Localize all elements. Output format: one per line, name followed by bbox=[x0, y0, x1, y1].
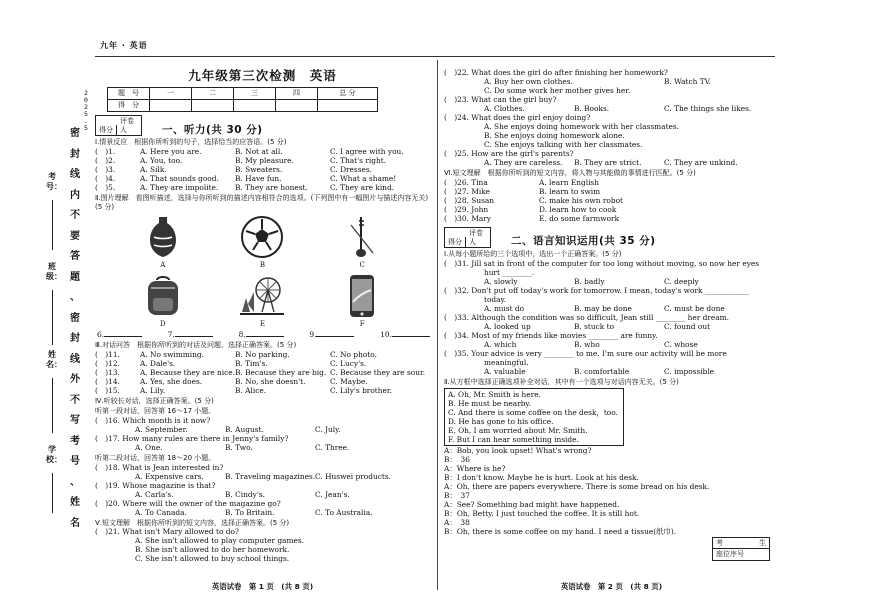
grader-box bbox=[444, 227, 491, 248]
part-1-instructions: Ⅰ.情景反应 根据你所听到的句子，选择恰当的应答语。(5 分) bbox=[95, 138, 287, 147]
option[interactable]: B. stuck to bbox=[574, 321, 615, 331]
options-22b bbox=[444, 86, 779, 95]
option[interactable]: A. Because they are nice. bbox=[140, 367, 235, 377]
dialog-line: A：Oh, there are papers everywhere. There is some bread on his desk. bbox=[444, 481, 710, 491]
seal-char: 姓 bbox=[70, 497, 80, 508]
options-20 bbox=[95, 508, 430, 517]
part-1-items bbox=[95, 147, 430, 192]
page-2 bbox=[444, 60, 779, 595]
top-rule bbox=[95, 56, 775, 57]
match-person[interactable]: ( )30. Mary bbox=[444, 214, 491, 223]
seal-char: 、 bbox=[70, 292, 80, 303]
part-2-instructions: Ⅱ.图片理解 看图听描述，选择与你所听到的描述内容相符合的选项。(下列图中有一幅图片与描述内容无关)(5 分) bbox=[95, 194, 429, 211]
question-21: ( )21. What isn't Mary allowed to do? bbox=[95, 527, 239, 537]
box-option: C. And there is some coffee on the desk，too. bbox=[448, 407, 618, 417]
seal-char: 密 bbox=[70, 312, 80, 324]
option[interactable]: B. Sweaters. bbox=[235, 164, 283, 174]
option[interactable]: B. They are honest. bbox=[235, 182, 308, 192]
xuexiao-line bbox=[52, 473, 53, 513]
match-activity: C. make his own robot bbox=[539, 195, 623, 205]
soccer-ball-icon bbox=[240, 215, 284, 259]
dialog-line: A： 38 bbox=[444, 518, 478, 527]
kaohao-line bbox=[52, 200, 53, 250]
score-table bbox=[107, 87, 378, 112]
option[interactable]: B. No, she doesn't. bbox=[235, 376, 306, 386]
question-row bbox=[95, 156, 430, 165]
seal-char: 写 bbox=[70, 415, 80, 426]
option[interactable]: A. She isn't allowed to play computer games. bbox=[135, 536, 304, 546]
score-cell[interactable] bbox=[150, 100, 192, 112]
banji-label: 班级： bbox=[46, 262, 62, 281]
score-head-label: 题 号 bbox=[108, 88, 150, 100]
option[interactable]: C. Lily's brother. bbox=[330, 385, 392, 395]
option[interactable]: C. To Australia. bbox=[315, 507, 373, 517]
option[interactable]: B. badly bbox=[574, 276, 605, 286]
option[interactable]: A. Yes, she does. bbox=[140, 376, 203, 386]
backpack-icon bbox=[143, 274, 183, 318]
option[interactable]: B. may be done bbox=[574, 303, 632, 313]
option[interactable]: B. My pleasure. bbox=[235, 155, 294, 165]
option[interactable]: A. slowly bbox=[484, 276, 518, 286]
option[interactable]: C. must be done bbox=[664, 303, 725, 313]
option[interactable]: A. Expensive cars. bbox=[135, 471, 204, 481]
box-option: D. He has gone to his office. bbox=[448, 416, 554, 426]
seal-char: 名 bbox=[70, 517, 80, 529]
options-34 bbox=[444, 340, 779, 349]
option[interactable]: C. I agree with you. bbox=[330, 146, 404, 156]
seal-char: 、 bbox=[70, 476, 80, 488]
option[interactable]: A. No swimming. bbox=[140, 349, 205, 359]
exam-title: 九年级第三次检测 英语 bbox=[188, 68, 337, 83]
match-person[interactable]: ( )28. Susan bbox=[444, 195, 495, 205]
options-23 bbox=[444, 104, 779, 113]
seal-char: 考 bbox=[70, 435, 80, 447]
option[interactable]: C. She isn't allowed to buy school things. bbox=[135, 554, 290, 564]
seal-char: 密 bbox=[70, 128, 80, 139]
question-row bbox=[95, 147, 430, 156]
seal-char: 内 bbox=[70, 189, 80, 201]
option[interactable]: C. Dresses. bbox=[330, 164, 373, 174]
dialog-line: A：Bob, you look upset! What's wrong? bbox=[444, 445, 592, 455]
option[interactable]: B. She enjoys doing homework alone. bbox=[484, 131, 625, 141]
option[interactable]: B. No parking. bbox=[235, 349, 290, 359]
question-number: ( )12. bbox=[95, 358, 120, 368]
question-number: ( )11. bbox=[95, 349, 120, 359]
options-24 bbox=[444, 122, 779, 149]
part-6-instructions: Ⅵ.短文理解 根据你所听到的短文内容，将人物与其能做的事情进行匹配。(5 分) bbox=[444, 169, 696, 178]
picture-f bbox=[332, 274, 392, 329]
option[interactable]: C. Because they are sour. bbox=[330, 367, 426, 377]
picture-d bbox=[133, 274, 193, 329]
question-number: ( )15. bbox=[95, 385, 120, 395]
option[interactable]: C. Huswei products. bbox=[315, 471, 391, 481]
seal-char: 不 bbox=[70, 394, 80, 406]
seal-char: 线 bbox=[70, 353, 80, 365]
option[interactable]: B. August. bbox=[225, 424, 264, 434]
score-cell[interactable] bbox=[234, 100, 276, 112]
option[interactable]: C. deeply bbox=[664, 276, 699, 286]
page-2-footer: 英语试卷 第 2 页 (共 8 页) bbox=[560, 581, 663, 591]
option[interactable]: A. To Canada. bbox=[135, 507, 187, 517]
score-head-3: 三 bbox=[234, 88, 276, 100]
picture-c bbox=[332, 215, 392, 270]
dialog bbox=[444, 446, 779, 536]
blank-num: 10. bbox=[380, 330, 392, 340]
option[interactable]: C. What a shame! bbox=[330, 173, 397, 183]
question-19: ( )19. Whose magazine is that? bbox=[95, 480, 216, 490]
options-18 bbox=[95, 472, 430, 481]
options-19 bbox=[95, 490, 430, 499]
seal-char: 不 bbox=[70, 210, 80, 221]
option[interactable]: A. must do bbox=[484, 303, 525, 313]
matching-list bbox=[444, 178, 779, 223]
question-32-cont: today. bbox=[484, 294, 507, 304]
question-33: ( )33. Although the condition was so difficult, Jean still ________ her dream. bbox=[444, 312, 730, 322]
picture-b bbox=[232, 215, 292, 270]
picture-label: F bbox=[359, 319, 365, 328]
match-row bbox=[444, 178, 779, 187]
question-31-cont: hurt ________. bbox=[484, 267, 535, 277]
exam-code: 2 0 2 5 . 5 bbox=[84, 89, 88, 133]
option[interactable]: A. Buy her own clothes. bbox=[484, 77, 573, 87]
score-head-4: 四 bbox=[276, 88, 318, 100]
question-24: ( )24. What does the girl enjoy doing? bbox=[444, 113, 591, 123]
option[interactable]: A. September. bbox=[135, 424, 188, 434]
option[interactable]: C. Lucy's. bbox=[330, 358, 367, 368]
options-33 bbox=[444, 322, 779, 331]
score-head-total: 总 分 bbox=[318, 88, 378, 100]
picture-label: B bbox=[259, 261, 266, 270]
grader-reviewer: 评卷人 bbox=[120, 117, 134, 134]
question-number: ( )3. bbox=[95, 164, 116, 174]
option[interactable]: A. Dale's. bbox=[140, 358, 176, 368]
options-25 bbox=[444, 158, 779, 167]
option[interactable]: C. Do some work her mother gives her. bbox=[484, 86, 631, 96]
match-row bbox=[444, 214, 779, 223]
question-row bbox=[95, 359, 430, 368]
vase-icon bbox=[148, 215, 178, 259]
box-option: F. But I can hear something inside. bbox=[448, 434, 579, 444]
dialog-line: A：Where is he? bbox=[444, 463, 506, 473]
question-18: ( )18. What is Jean interested in? bbox=[95, 462, 224, 472]
picture-row-1 bbox=[95, 215, 430, 270]
part-4-sub-a: 听第一段对话，回答第 16～17 小题。 bbox=[95, 407, 216, 416]
question-31: ( )31. Jill sat in front of the computer for too long without moving, so now her eyes bbox=[444, 258, 760, 268]
question-row bbox=[95, 165, 430, 174]
option[interactable]: C. No photo. bbox=[330, 349, 377, 359]
option[interactable]: A. You, too. bbox=[140, 155, 183, 165]
erhu-icon bbox=[347, 215, 377, 259]
option[interactable]: A. Clothes. bbox=[484, 104, 525, 114]
match-person[interactable]: ( )26. Tina bbox=[444, 177, 488, 187]
option[interactable]: B. who bbox=[574, 339, 600, 349]
match-row bbox=[444, 205, 779, 214]
option[interactable]: A. Lily. bbox=[140, 385, 166, 395]
option[interactable]: C. whose bbox=[664, 339, 698, 349]
seal-char: 封 bbox=[70, 333, 80, 344]
option[interactable]: A. which bbox=[484, 339, 517, 349]
picture-answer-blanks bbox=[95, 330, 430, 339]
option[interactable]: B. Cindy's. bbox=[225, 489, 265, 499]
question-row bbox=[95, 183, 430, 192]
seat-label-c: 座位序号 bbox=[716, 550, 744, 558]
dialog-line: A：See? Something bad might have happened. bbox=[444, 499, 620, 509]
grader-reviewer: 评卷人 bbox=[469, 229, 483, 246]
xuexiao-label: 学校： bbox=[46, 445, 62, 464]
amusement-park-icon bbox=[238, 274, 286, 318]
question-35: ( )35. Your advice is very ________ to me. I'm sure our activity will be more bbox=[444, 348, 727, 358]
match-row bbox=[444, 187, 779, 196]
match-person[interactable]: ( )29. John bbox=[444, 204, 489, 214]
question-number: ( )5. bbox=[95, 182, 116, 192]
dialog-line: B：Oh, Betty. I just touched the coffee. It is still hot. bbox=[444, 508, 640, 518]
seal-char: 封 bbox=[70, 148, 80, 160]
score-cell[interactable] bbox=[192, 100, 234, 112]
option[interactable]: B. Tim's. bbox=[235, 358, 268, 368]
blank-9[interactable] bbox=[309, 330, 354, 339]
option[interactable]: A. Carla's. bbox=[135, 489, 174, 499]
match-person[interactable]: ( )27. Mike bbox=[444, 186, 491, 196]
seat-number-box bbox=[712, 537, 770, 561]
picture-e bbox=[232, 274, 292, 329]
option[interactable]: B. Watch TV. bbox=[664, 77, 712, 87]
seat-label-b: 生 bbox=[759, 539, 766, 547]
option[interactable]: B. They are strict. bbox=[574, 158, 642, 168]
part-2-dialog-instructions: Ⅱ.从方框中选择正确选项补全对话，其中有一个选项与对话内容无关。(5 分) bbox=[444, 378, 679, 387]
question-number: ( )4. bbox=[95, 173, 116, 183]
match-row bbox=[444, 196, 779, 205]
option[interactable]: B. Books. bbox=[574, 104, 610, 114]
question-23: ( )23. What can the girl buy? bbox=[444, 95, 557, 105]
section-1-title: 一、听力(共 30 分) bbox=[162, 123, 263, 136]
option[interactable]: A. Here you are. bbox=[140, 146, 202, 156]
header-tag: 九年 · 英语 bbox=[100, 41, 148, 50]
option[interactable]: B. Two. bbox=[225, 443, 253, 452]
question-row bbox=[95, 368, 430, 377]
seal-char: 号 bbox=[70, 456, 80, 467]
question-number: ( )1. bbox=[95, 146, 116, 156]
option[interactable]: C. Jean's. bbox=[315, 489, 350, 499]
seat-label-a: 考 bbox=[716, 539, 723, 547]
option[interactable]: B. To Britain. bbox=[225, 507, 275, 517]
part-1-mc-instructions: Ⅰ.从每小题所给的三个选项中，选出一个正确答案。(5 分) bbox=[444, 250, 622, 259]
score-head-1: 一 bbox=[150, 88, 192, 100]
seal-char: 题 bbox=[70, 271, 80, 283]
question-row bbox=[95, 377, 430, 386]
option[interactable]: A. valuable bbox=[484, 367, 526, 376]
option[interactable]: A. That sounds good. bbox=[140, 173, 219, 183]
match-activity: B. learn to swim bbox=[539, 186, 601, 196]
page-divider bbox=[437, 60, 438, 590]
banji-line bbox=[52, 290, 53, 345]
box-option: E. Oh, I am worried about Mr. Smith. bbox=[448, 425, 588, 435]
option[interactable]: A. They are careless. bbox=[484, 158, 563, 168]
option[interactable]: C. That's right. bbox=[330, 155, 387, 165]
question-number: ( )13. bbox=[95, 367, 120, 377]
option[interactable]: A. looked up bbox=[484, 321, 531, 331]
score-head-2: 二 bbox=[192, 88, 234, 100]
option[interactable]: B. She isn't allowed to do her homework. bbox=[135, 545, 290, 555]
question-32: ( )32. Don't put off today's work for tomorrow. I mean, today's work ____________ bbox=[444, 285, 750, 295]
seal-char: 答 bbox=[70, 251, 80, 262]
blank-6[interactable] bbox=[97, 330, 142, 339]
seal-char: 要 bbox=[70, 230, 80, 242]
question-row bbox=[95, 174, 430, 183]
score-row-label: 得 分 bbox=[108, 100, 150, 112]
smartphone-icon bbox=[347, 274, 377, 318]
picture-label: A bbox=[160, 261, 166, 270]
seal-char: 外 bbox=[70, 374, 80, 385]
option[interactable]: A. One. bbox=[135, 443, 163, 452]
option[interactable]: C. Three. bbox=[315, 443, 350, 452]
part-3-instructions: Ⅲ.对话问答 根据你所听到的对话及问题，选择正确答案。(5 分) bbox=[95, 341, 297, 350]
option-box bbox=[444, 388, 624, 446]
question-17: ( )17. How many rules are there in Jenny's family? bbox=[95, 433, 289, 443]
blank-10[interactable] bbox=[380, 330, 430, 339]
picture-a bbox=[133, 215, 193, 270]
blank-num: 6. bbox=[97, 330, 105, 340]
question-number: ( )2. bbox=[95, 155, 116, 165]
option[interactable]: C. She enjoys talking with her classmates. bbox=[484, 140, 643, 150]
box-option: B. He must be nearby. bbox=[448, 398, 531, 408]
question-row bbox=[95, 386, 430, 395]
option[interactable]: A. They are impolite. bbox=[140, 182, 219, 192]
option[interactable]: B. Because they are big. bbox=[235, 367, 327, 377]
score-cell-total[interactable] bbox=[318, 100, 378, 112]
option[interactable]: C. Maybe. bbox=[330, 376, 368, 386]
grader-score: 得分 bbox=[96, 125, 117, 136]
blank-num: 9. bbox=[309, 330, 317, 340]
question-25: ( )25. How are the girl's parents? bbox=[444, 149, 574, 159]
option[interactable]: A. She enjoys doing homework with her classmates. bbox=[484, 122, 680, 132]
xingming-label: 姓名： bbox=[46, 350, 62, 369]
options-35 bbox=[444, 367, 779, 376]
option[interactable]: C. July. bbox=[315, 424, 341, 434]
question-16: ( )16. Which month is it now? bbox=[95, 415, 211, 425]
picture-label: C bbox=[359, 261, 365, 270]
blank-7[interactable] bbox=[168, 330, 213, 339]
dialog-line: B： 37 bbox=[444, 490, 478, 500]
box-option: A. Oh, Mr. Smith is here. bbox=[448, 389, 541, 399]
options-16 bbox=[95, 425, 430, 434]
dialog-line: B：I don't know. Maybe he is hurt. Look at his desk. bbox=[444, 472, 639, 482]
blank-num: 7. bbox=[167, 330, 175, 340]
dialog-line: B：Oh, there is some coffee on my hand. I need a tissue(纸巾). bbox=[444, 527, 677, 537]
grader-score: 得分 bbox=[445, 237, 466, 248]
match-activity: A. learn English bbox=[539, 177, 599, 187]
picture-label: E bbox=[259, 319, 266, 328]
picture-label: D bbox=[160, 319, 166, 328]
question-22: ( )22. What does the girl do after finishing her homework? bbox=[444, 68, 668, 77]
question-20: ( )20. Where will the owner of the magazine go? bbox=[95, 498, 281, 508]
options-31 bbox=[444, 277, 779, 286]
option[interactable]: C. found out bbox=[664, 321, 711, 331]
match-activity: E. do some farmwork bbox=[539, 214, 620, 223]
seal-char: 线 bbox=[70, 169, 80, 180]
option[interactable]: C. The things she likes. bbox=[664, 104, 752, 114]
option[interactable]: A. Silk. bbox=[140, 164, 167, 174]
question-row bbox=[95, 350, 430, 359]
options-32 bbox=[444, 304, 779, 313]
part-4-sub-b: 听第二段对话，回答第 18～20 小题。 bbox=[95, 454, 216, 463]
question-number: ( )14. bbox=[95, 376, 120, 386]
part-3-items bbox=[95, 350, 430, 395]
option[interactable]: B. Have fun. bbox=[235, 173, 282, 183]
option[interactable]: B. Alice. bbox=[235, 385, 267, 395]
option[interactable]: B. Not at all. bbox=[235, 146, 283, 156]
match-activity: D. learn how to cook bbox=[539, 204, 617, 214]
blank-num: 8. bbox=[238, 330, 246, 340]
dialog-line: B： 36 bbox=[444, 454, 478, 464]
option[interactable]: C. They are unkind. bbox=[664, 158, 738, 168]
page-1-footer: 英语试卷 第 1 页 (共 8 页) bbox=[211, 581, 314, 591]
section-2-title: 二、语言知识运用(共 35 分) bbox=[511, 235, 656, 248]
question-35-cont: meaningful. bbox=[484, 357, 529, 367]
part-4-instructions: Ⅳ.听较长对话，选择正确答案。(5 分) bbox=[95, 396, 214, 405]
options-22 bbox=[444, 77, 779, 86]
option[interactable]: C. impossible bbox=[664, 367, 715, 376]
option[interactable]: B. Traveling magazines. bbox=[225, 471, 316, 481]
kaohao-label: 考号： bbox=[46, 172, 62, 191]
blank-8[interactable] bbox=[239, 330, 284, 339]
grader-box bbox=[95, 115, 142, 136]
score-cell[interactable] bbox=[276, 100, 318, 112]
options-17 bbox=[95, 443, 430, 452]
option[interactable]: B. comfortable bbox=[574, 367, 630, 376]
question-34: ( )34. Most of my friends like movies ________ are funny. bbox=[444, 330, 658, 340]
options-21 bbox=[95, 536, 430, 563]
page-1 bbox=[95, 60, 430, 595]
option[interactable]: C. They are kind. bbox=[330, 182, 395, 192]
xingming-line bbox=[52, 378, 53, 433]
part-5-instructions: Ⅴ.短文理解 根据你所听到的短文内容，选择正确答案。(5 分) bbox=[95, 518, 290, 527]
picture-row-2 bbox=[95, 274, 430, 329]
